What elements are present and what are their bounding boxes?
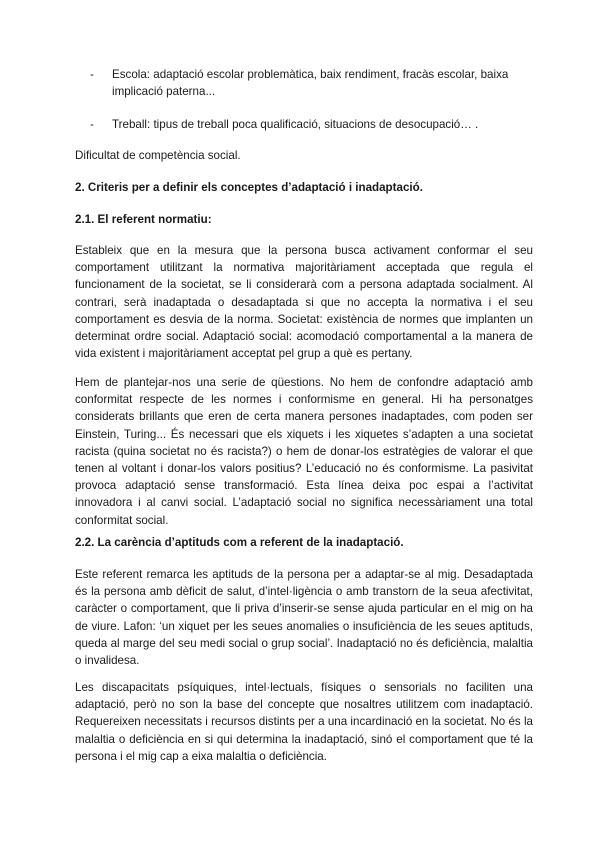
line-dificultat: Dificultat de competència social. [75, 149, 241, 162]
section-heading-2-1: 2.1. El referent normatiu: [75, 213, 212, 226]
bullet-item-escola [90, 66, 535, 100]
bullet-dash: - [90, 68, 94, 81]
bullet-text: Treball: tipus de treball poca qualificació, situacions de desocupació… . [112, 118, 479, 131]
paragraph-referent-normatiu: Estableix que en la mesura que la persona busca activament conformar el seu comportament utilitzant la normativa majoritàriament acceptada que regula el funcionament de la societat, se li considerarà com a persona adaptada socialment. Al contrari, serà inadaptada o desadaptada si que no accepta la normativa i el seu comportament es desvia de la norma. Societat: existència de normes que implanten un determinat ordre social. Adaptació social: acomodació comportamental a la manera de vida existent i majoritàriament acceptat pel grup a què es pertany. [75, 244, 533, 361]
bullet-dash: - [90, 118, 94, 131]
section-heading-2: 2. Criteris per a definir els conceptes d’adaptació i inadaptació. [75, 181, 423, 194]
bullet-text: Escola: adaptació escolar problemàtica, baix rendiment, fracàs escolar, baixa implicació paterna... [112, 68, 509, 99]
paragraph-carencia-aptituds: Este referent remarca les aptituds de la persona per a adaptar-se al mig. Desadaptada és la persona amb dèficit de salut, d’intel·ligència o amb transtorn de la seua afectivitat, caràcter o comportament, que li priva d’inserir-se sense ajuda particular en el mig on ha de viure. Lafon: ‘un xiquet per les seues anomalies o insuficiència de les seues aptituds, queda al marge del seu medi social o grup social’. Inadaptació no és deficiència, malaltia o invalidesa. [75, 568, 533, 668]
paragraph-discapacitats: Les discapacitats psíquiques, intel·lectuals, físiques o sensorials no faciliten una adaptació, però no son la base del concepte que nosaltres utilitzem com inadaptació. Requereixen necessitats i recursos distints per a una incardinació en la societat. No és la malaltia o deficiència en si qui determina la inadaptació, sinó el comportament que té la persona i el mig cap a eixa malaltia o deficiència. [75, 681, 533, 763]
paragraph-questions: Hem de plantejar-nos una serie de qüestions. No hem de confondre adaptació amb conformitat respecte de les normes i conformisme en general. Hi ha personatges considerats brillants que eren de certa manera persones inadaptades, com poden ser Einstein, Turing... És necessari que els xiquets i les xiquetes s’adapten a una societat racista (quina societat no és racista?) o hem de donar-los estratègies de valorar el que tenen al voltant i donar-los valors positius? L’educació no és conformisme. La pasivitat provoca adaptació sense transformació. Esta línea deixa poc espai a l’activitat innovadora i al canvi social. L’adaptació social no significa necessàriament una total conformitat social. [75, 376, 533, 527]
bullet-item-treball [90, 116, 535, 133]
section-heading-2-2: 2.2. La carència d’aptituds com a referent de la inadaptació. [75, 536, 404, 549]
